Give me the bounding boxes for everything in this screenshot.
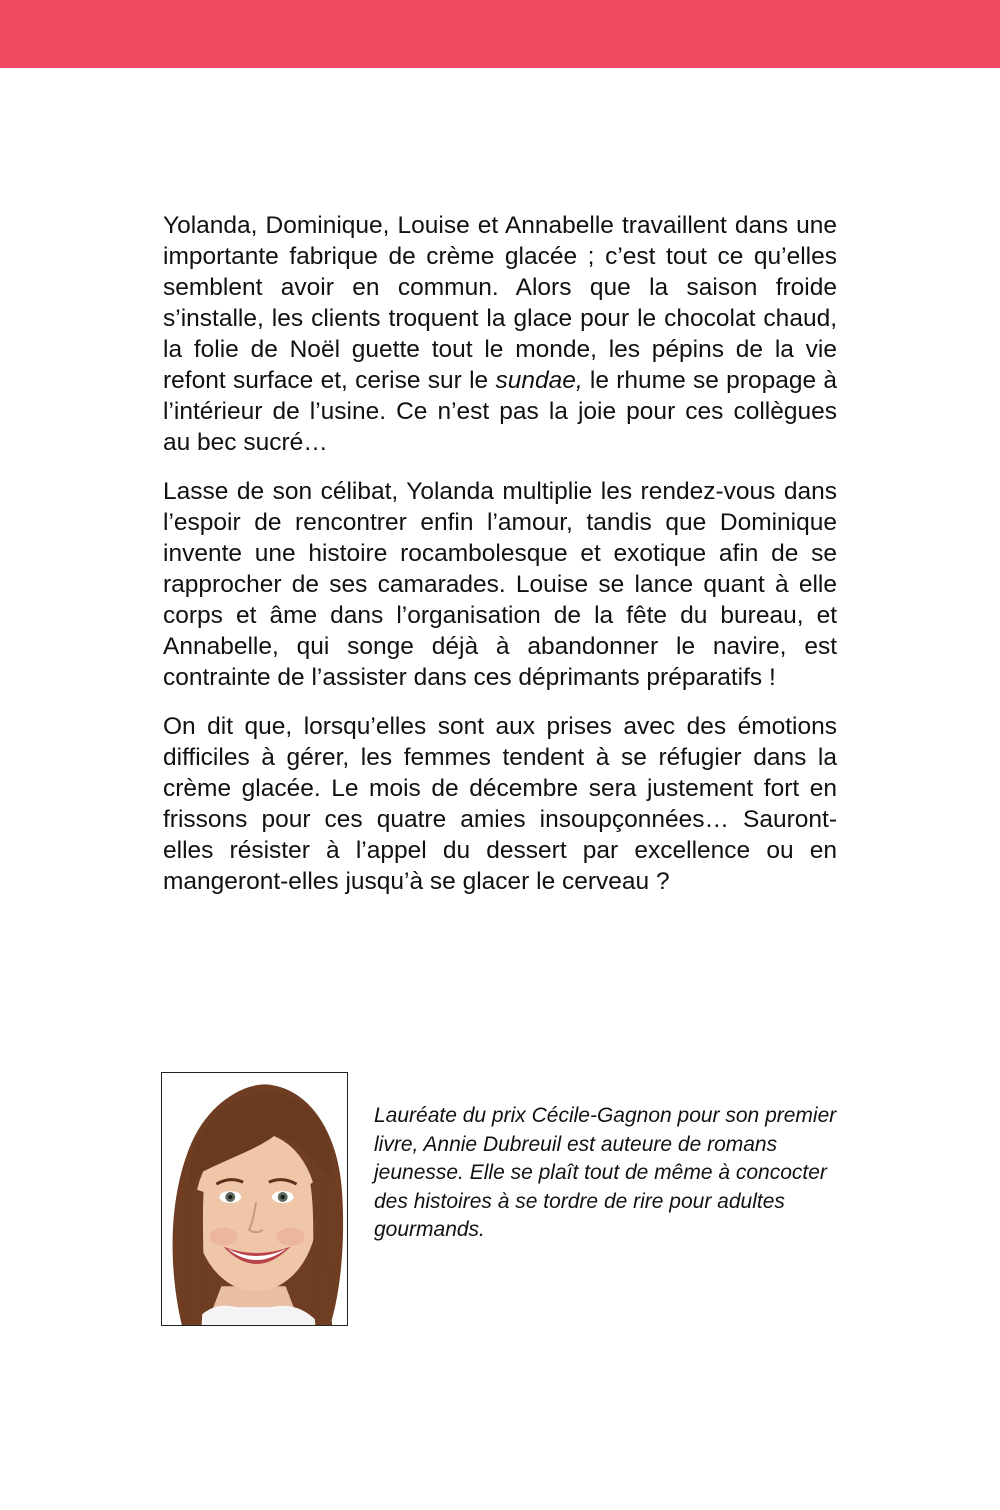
author-photo <box>161 1072 348 1326</box>
blurb-paragraph-3: On dit que, lorsqu’elles sont aux prises avec des émotions difficiles à gérer, les femmes tendent à se réfugier dans la crème glacée. Le mois de décembre sera justement fort en frissons pour ces quatre amies insoupçonnées… Sauront-elles résister à l’appel du dessert par excellence ou en mangeront-elles jusqu’à se glacer le cerveau ? <box>163 713 837 895</box>
blurb-paragraph-1-start: Yolanda, Dominique, Louise et Annabelle travaillent dans une importante fabrique de crème glacée ; c’est tout ce qu’elles semblent avoir en commun. Alors que la saison froide s’installe, les clients troquent la glace pour le chocolat chaud, la folie de Noël guette tout le monde, les pépins de la vie refont surface et, cerise sur le <box>163 212 837 394</box>
blurb-paragraph-1-end: le rhume se propage à l’intérieur de l’usine. Ce n’est pas la joie pour ces collègues au bec sucré… <box>163 367 838 456</box>
blurb-paragraph-1 <box>163 210 837 458</box>
author-portrait-illustration <box>162 1073 347 1325</box>
back-cover-blurb <box>163 210 837 915</box>
blurb-paragraph-2: Lasse de son célibat, Yolanda multiplie les rendez-vous dans l’espoir de rencontrer enfin l’amour, tandis que Dominique invente une histoire rocambolesque et exotique afin de se rapprocher de ses camarades. Louise se lance quant à elle corps et âme dans l’organisation de la fête du bureau, et Annabelle, qui songe déjà à abandonner le navire, est contrainte de l’assister dans ces déprimants préparatifs ! <box>163 478 837 691</box>
top-color-band <box>0 0 1000 68</box>
blurb-italic-word: sundae, <box>495 367 583 394</box>
author-bio: Lauréate du prix Cécile-Gagnon pour son premier livre, Annie Dubreuil est auteure de romans jeunesse. Elle se plaît tout de même à concocter des histoires à se tordre de rire pour adultes gourmands. <box>374 1104 837 1241</box>
